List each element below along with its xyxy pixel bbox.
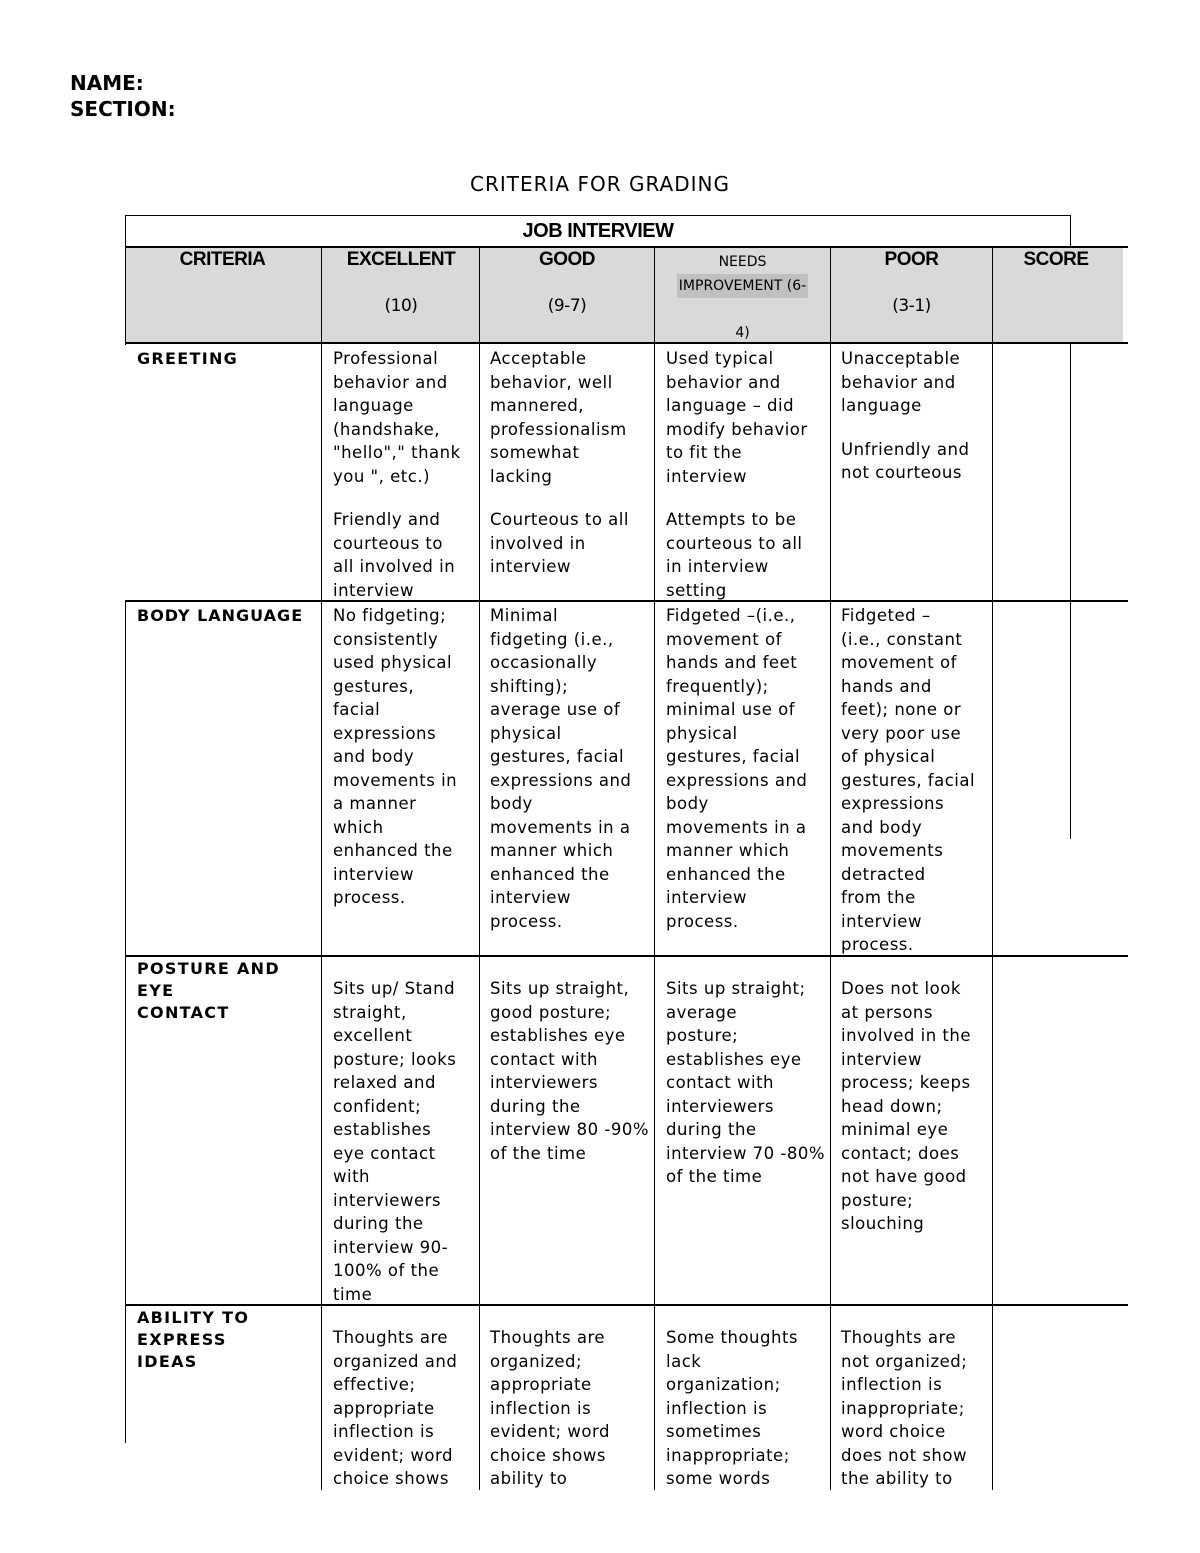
needs-label: NEEDS — [718, 254, 767, 270]
rule — [125, 1304, 1128, 1306]
cell-text: POSTURE AND EYE CONTACT — [137, 959, 280, 1022]
rule — [1070, 344, 1071, 839]
good-range: (9-7) — [547, 296, 587, 316]
cell-text: Minimal fidgeting (i.e., occasionally shifting); average use of physical gestures, facial expressions and body movements in a manner which enhanced the interview process. — [490, 606, 632, 931]
col-header-poor — [831, 248, 992, 318]
col-header-excellent — [322, 248, 480, 318]
greeting-excellent — [333, 347, 479, 602]
express-ideas-poor — [841, 1326, 991, 1491]
cell-text: Attempts to be courteous to all in interview setting — [666, 510, 803, 600]
cell-text: Used typical behavior and language – did modify behavior to fit the interview — [666, 349, 808, 486]
criteria-greeting: GREETING — [137, 349, 239, 368]
cell-text: Friendly and courteous to all involved in interview — [333, 510, 456, 600]
poor-label: POOR — [884, 249, 939, 270]
excellent-range: (10) — [384, 296, 418, 316]
cell-text: Unfriendly and not courteous — [841, 439, 970, 482]
cell-text: Sits up straight, good posture; establishes eye contact with interviewers during the interview 80 -90% of the time — [490, 979, 650, 1163]
section-label: SECTION: — [70, 97, 176, 121]
cell-text: Courteous to all involved in interview — [490, 510, 629, 576]
rule — [1070, 215, 1071, 248]
cell-text: Thoughts are organized; appropriate inflection is evident; word choice shows ability to — [490, 1328, 610, 1488]
improvement-label: IMPROVEMENT (6- — [677, 274, 808, 298]
cell-text: Some thoughts lack organization; inflection is sometimes inappropriate; some words — [666, 1328, 799, 1488]
cell-text: Fidgeted –(i.e., movement of hands and feet frequently); minimal use of physical gestures, facial expressions and body movements in a manner which enhanced the interview process. — [666, 606, 808, 931]
col-header-criteria: CRITERIA — [179, 249, 266, 270]
greeting-good — [490, 347, 654, 579]
rule — [125, 600, 126, 1443]
posture-good — [490, 977, 654, 1165]
good-label: GOOD — [538, 249, 596, 270]
rule — [992, 246, 993, 1490]
cell-text: ABILITY TO EXPRESS IDEAS — [137, 1308, 250, 1371]
name-label: NAME: — [70, 71, 144, 95]
col-header-good — [480, 248, 654, 318]
criteria-posture-eye-contact — [137, 958, 321, 1024]
page-title: CRITERIA FOR GRADING — [470, 172, 730, 196]
posture-excellent — [333, 977, 479, 1306]
criteria-body-language: BODY LANGUAGE — [137, 606, 304, 625]
needs-range-end: 4) — [735, 325, 750, 341]
express-ideas-needs-improvement — [666, 1326, 830, 1491]
cell-text: Acceptable behavior, well mannered, professionalism somewhat lacking — [490, 349, 627, 486]
body-language-excellent — [333, 604, 479, 910]
col-header-score: SCORE — [1023, 249, 1089, 270]
cell-text: Does not look at persons involved in the interview process; keeps head down; minimal eye contact; does not have good posture; slouching — [841, 979, 971, 1233]
cell-text: Thoughts are organized and effective; appropriate inflection is evident; word choice shows — [333, 1328, 458, 1488]
rule — [125, 342, 1128, 344]
rule — [321, 246, 322, 1490]
posture-needs-improvement — [666, 977, 830, 1189]
rule — [830, 246, 831, 1490]
rule — [125, 215, 1071, 216]
col-header-needs-improvement — [655, 250, 830, 345]
body-language-good — [490, 604, 654, 933]
rule — [125, 215, 126, 345]
greeting-needs-improvement — [666, 347, 830, 602]
cell-text: Unacceptable behavior and language — [841, 349, 961, 415]
table-caption: JOB INTERVIEW — [522, 220, 674, 242]
body-language-poor — [841, 604, 991, 957]
rule — [479, 246, 480, 1490]
cell-text: No fidgeting; consistently used physical gestures, facial expressions and body movements in a manner which enhanced the interview process. — [333, 606, 458, 907]
cell-text: Sits up/ Stand straight, excellent posture; looks relaxed and confident; establishes eye contact with interviewers during the interview 90- 100% of the time — [333, 979, 457, 1304]
rule — [125, 600, 1128, 602]
posture-poor — [841, 977, 991, 1236]
poor-range: (3-1) — [892, 296, 931, 316]
greeting-poor — [841, 347, 991, 485]
excellent-label: EXCELLENT — [346, 249, 456, 270]
criteria-ability-to-express-ideas — [137, 1307, 321, 1373]
express-ideas-good — [490, 1326, 654, 1491]
body-language-needs-improvement — [666, 604, 830, 933]
rule — [125, 246, 1128, 248]
cell-text: Sits up straight; average posture; establishes eye contact with interviewers during the interview 70 -80% of the time — [666, 979, 826, 1186]
express-ideas-excellent — [333, 1326, 479, 1491]
cell-text: Thoughts are not organized; inflection is inappropriate; word choice does not show the ability to — [841, 1328, 968, 1488]
cell-text: Professional behavior and language (handshake, "hello"," thank you ", etc.) — [333, 349, 461, 486]
cell-text: Fidgeted – (i.e., constant movement of hands and feet); none or very poor use of physical gestures, facial expressions and body movements detracted from the interview process. — [841, 606, 976, 954]
rule — [654, 246, 655, 1490]
